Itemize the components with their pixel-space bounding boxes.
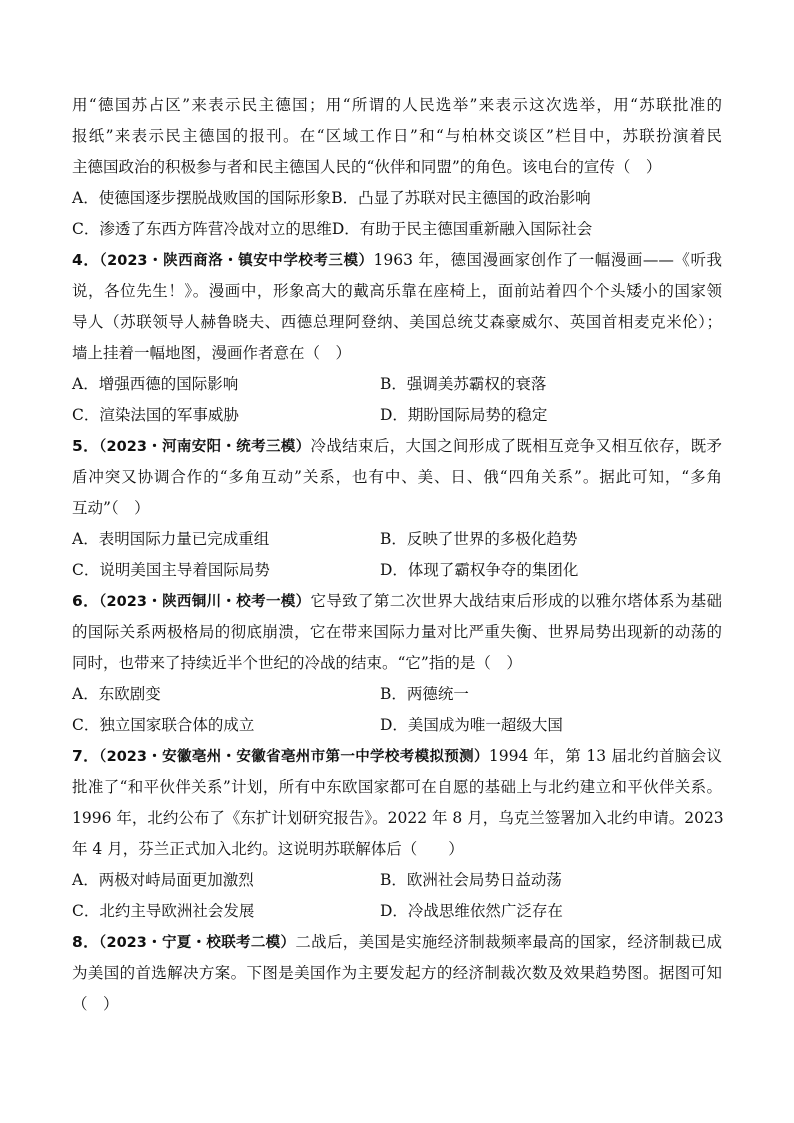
question-4-source: （2023・陕西商洛・镇安中学校考三模） (99, 253, 374, 269)
question-4-option-a[interactable]: A．增强西德的国际影响 (72, 375, 239, 393)
question-4-stem-line-3: 导人（苏联领导人赫鲁晓夫、西德总理阿登纳、美国总统艾森豪威尔、英国首相麦克米伦）； (72, 313, 722, 331)
question-5-stem-line-1 (72, 431, 722, 462)
question-6 (72, 586, 722, 741)
question-5-stem-text-1: 冷战结束后，大国之间形成了既相互竞争又相互依存，既矛 (310, 437, 722, 455)
question-3-options-row-2 (72, 214, 722, 245)
question-8-stem-line-2: 为美国的首选解决方案。下图是美国作为主要发起方的经济制裁次数及效果趋势图。据图可知 (72, 964, 722, 982)
question-7-option-a[interactable]: A．两极对峙局面更加激烈 (72, 871, 254, 889)
question-7-stem-line-2: 批准了“和平伙伴关系”计划，所有中东欧国家都可在自愿的基础上与北约建立和平伙伴关系。 (72, 778, 722, 796)
question-5-option-d[interactable]: D．体现了霸权争夺的集团化 (380, 561, 579, 579)
question-6-stem-line-1 (72, 586, 722, 617)
question-3-option-a[interactable]: A．使德国逐步摆脱战败国的国际形象 (72, 189, 332, 207)
question-4-stem-text-1: 1963 年，德国漫画家创作了一幅漫画——《听我 (373, 251, 722, 269)
question-6-stem-line-3: 同时，也带来了持续近半个世纪的冷战的结束。“它”指的是（ ） (72, 654, 522, 672)
question-3-options-row-1 (72, 183, 722, 214)
question-7-options-row-1 (72, 865, 722, 896)
question-8-stem-line-1 (72, 927, 722, 958)
question-5-number: 5． (72, 437, 99, 455)
question-4-option-c[interactable]: C．渲染法国的军事威胁 (72, 406, 239, 424)
question-4-options-row-1 (72, 369, 722, 400)
question-5-option-a[interactable]: A．表明国际力量已完成重组 (72, 530, 270, 548)
question-8-number: 8． (72, 933, 99, 951)
question-6-option-a[interactable]: A．东欧剧变 (72, 685, 161, 703)
question-3-option-d[interactable]: D．有助于民主德国重新融入国际社会 (331, 220, 593, 238)
question-7-stem-text-1: 1994 年，第 13 届北约首脑会议 (488, 747, 723, 765)
question-3-stem-line-1: 用“德国苏占区”来表示民主德国；用“所谓的人民选举”来表示这次选举，用“苏联批准的 (72, 96, 722, 114)
question-7-option-c[interactable]: C．北约主导欧洲社会发展 (72, 902, 255, 920)
question-6-number: 6． (72, 592, 99, 610)
question-4-stem-line-2: 说，各位先生！》。漫画中，形象高大的戴高乐靠在座椅上，面前站着四个个头矮小的国家领 (72, 282, 722, 300)
question-7-stem-line-1 (72, 741, 722, 772)
question-3-stem-line-2: 报纸”来表示民主德国的报刊。在“区域工作日”和“与柏林交谈区”栏目中，苏联扮演着民 (72, 127, 722, 145)
question-8 (72, 927, 722, 1020)
question-6-stem-line-2: 的国际关系两极格局的彻底崩溃，它在带来国际力量对比严重失衡、世界局势出现新的动荡的 (72, 623, 722, 641)
question-5-option-c[interactable]: C．说明美国主导着国际局势 (72, 561, 270, 579)
question-7-source: （2023・安徽亳州・安徽省亳州市第一中学校考模拟预测） (99, 749, 489, 765)
question-7-options-row-2 (72, 896, 722, 927)
question-7-stem-line-4: 年 4 月，芬兰正式加入北约。这说明苏联解体后（ ） (72, 840, 464, 858)
question-4-stem-line-4: 墙上挂着一幅地图，漫画作者意在（ ） (72, 344, 352, 362)
question-6-source: （2023・陕西铜川・校考一模） (98, 594, 311, 610)
question-4-option-d[interactable]: D．期盼国际局势的稳定 (380, 406, 548, 424)
question-3-option-c[interactable]: C．渗透了东西方阵营冷战对立的思维 (72, 220, 332, 238)
question-6-option-c[interactable]: C．独立国家联合体的成立 (72, 716, 255, 734)
question-3-stem-line-3: 主德国政治的积极参与者和民主德国人民的“伙伴和同盟”的角色。该电台的宣传（ ） (72, 158, 662, 176)
question-5-stem-line-2: 盾冲突又协调合作的“多角互动”关系，也有中、美、日、俄“四角关系”。据此可知，“多角 (72, 468, 722, 486)
question-4-option-b[interactable]: B．强调美苏霸权的衰落 (380, 375, 547, 393)
question-8-stem-line-3: （ ） (72, 995, 119, 1013)
question-4-stem-line-1 (72, 245, 722, 276)
question-5-options-row-2 (72, 555, 722, 586)
question-7-option-d[interactable]: D．冷战思维依然广泛存在 (380, 902, 563, 920)
question-6-stem-text-1: 它导致了第二次世界大战结束后形成的以雅尔塔体系为基础 (310, 592, 722, 610)
question-6-options-row-1 (72, 679, 722, 710)
question-5-option-b[interactable]: B．反映了世界的多极化趋势 (380, 530, 578, 548)
question-5-options-row-1 (72, 524, 722, 555)
question-7-option-b[interactable]: B．欧洲社会局势日益动荡 (380, 871, 562, 889)
question-5 (72, 431, 722, 586)
question-4-options-row-2 (72, 400, 722, 431)
question-8-stem-text-1: 二战后，美国是实施经济制裁频率最高的国家，经济制裁已成 (295, 933, 722, 951)
question-8-source: （2023・宁夏・校联考二模） (98, 935, 296, 951)
question-5-source: （2023・河南安阳・统考三模） (98, 439, 311, 455)
question-4 (72, 245, 722, 431)
question-3-option-b[interactable]: B．凸显了苏联对民主德国的政治影响 (331, 189, 591, 207)
question-6-option-b[interactable]: B．两德统一 (380, 685, 469, 703)
question-4-number: 4． (72, 251, 100, 269)
question-7-stem-line-3: 1996 年，北约公布了《东扩计划研究报告》。2022 年 8 月，乌克兰签署加入北约申请。2023 (72, 809, 724, 827)
question-7-number: 7． (72, 747, 99, 765)
question-6-option-d[interactable]: D．美国成为唯一超级大国 (380, 716, 563, 734)
question-6-options-row-2 (72, 710, 722, 741)
question-5-stem-line-3: 互动”（ ） (72, 499, 150, 517)
question-3 (72, 90, 722, 245)
question-content (72, 90, 722, 1020)
question-7 (72, 741, 722, 927)
